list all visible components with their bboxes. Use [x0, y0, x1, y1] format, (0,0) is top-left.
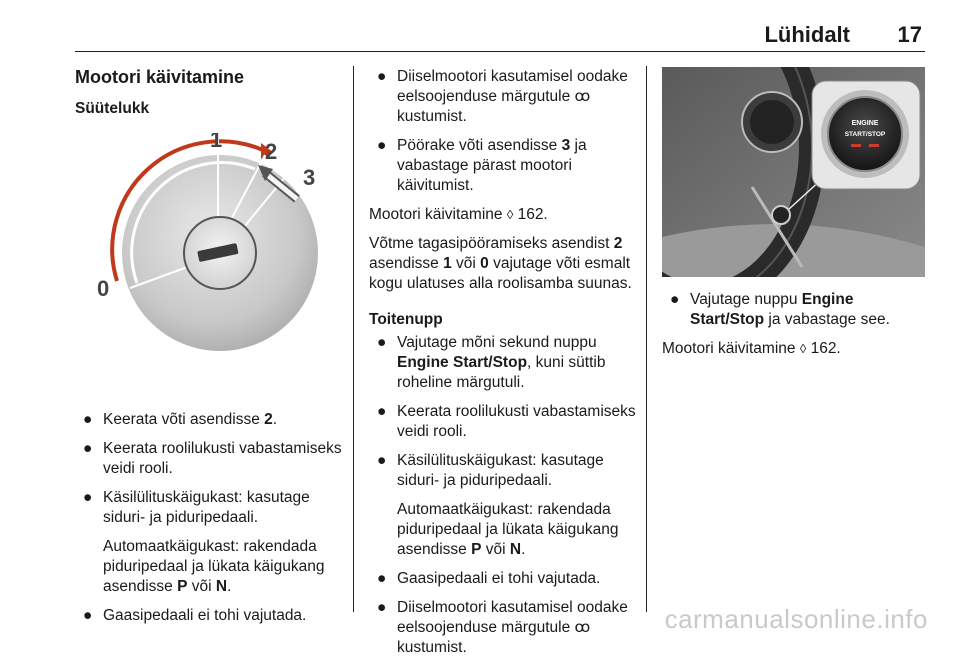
- list-item-note: Automaatkäigukast: rakendada piduripedaal ja lükata käigukang asendisse P või N.: [397, 501, 619, 558]
- middle-column: [369, 67, 637, 667]
- list-item: ● Gaasipedaali ei tohi vajutada.: [83, 607, 307, 624]
- dashboard-photo: [662, 67, 925, 277]
- list-item-note: Automaatkäigukast: rakendada piduripedaal ja lükata käigukang asendisse P või N.: [103, 538, 325, 595]
- cross-reference: Mootori käivitamine ◊ 162.: [369, 206, 548, 223]
- left-column: [75, 67, 345, 635]
- list-item: ● Käsilülituskäigukast: kasutage siduri- ja piduripedaali.: [83, 489, 310, 526]
- paragraph: Võtme tagasipööramiseks asendist 2 asendisse 1 või 0 vajutage võti esmalt kogu ulatuses alla roolisamba suunas.: [369, 235, 632, 292]
- glow-plug-icon: ꝏ: [574, 619, 591, 636]
- start-stop-button-small: [772, 206, 790, 224]
- label-1: 1: [210, 133, 223, 152]
- list-item: ● Keerata võti asendisse 2.: [83, 411, 278, 428]
- subsection-heading: Süütelukk: [75, 100, 150, 117]
- list-item: ● Vajutage mõni sekund nuppu Engine Start/Stop, kuni süttib roheline märgutuli.: [377, 334, 606, 391]
- list-item: ● Keerata roolilukusti vabastamiseks veidi rooli.: [83, 440, 342, 477]
- header-rule: [75, 51, 925, 52]
- page-ref-icon: ◊: [506, 207, 514, 222]
- button-text-start-stop: START/STOP: [844, 131, 886, 138]
- section-heading: Mootori käivitamine: [75, 67, 245, 87]
- page-ref-icon: ◊: [799, 341, 807, 356]
- label-3: 3: [303, 165, 316, 190]
- watermark: carmanualsonline.info: [664, 604, 928, 634]
- subsection-heading-power-button: Toitenupp: [369, 311, 443, 328]
- running-header-title: Lühidalt: [764, 22, 850, 47]
- list-item: ● Diiselmootori kasutamisel oodake eelsoojenduse märgutule ꝏ kustumist.: [377, 68, 628, 125]
- label-0: 0: [97, 276, 110, 301]
- cross-reference: Mootori käivitamine ◊ 162.: [662, 340, 841, 357]
- glow-plug-icon: ꝏ: [574, 88, 591, 105]
- list-item: ● Keerata roolilukusti vabastamiseks veidi rooli.: [377, 403, 636, 440]
- button-text-engine: ENGINE: [851, 120, 879, 127]
- list-item: ● Gaasipedaali ei tohi vajutada.: [377, 570, 601, 587]
- page-number: 17: [897, 22, 922, 47]
- indicator-left: [851, 144, 861, 147]
- list-item: ● Vajutage nuppu Engine Start/Stop ja vabastage see.: [670, 291, 890, 328]
- list-item: ● Diiselmootori kasutamisel oodake eelsoojenduse märgutule ꝏ kustumist.: [377, 599, 628, 656]
- indicator-right: [869, 144, 879, 147]
- right-column: [662, 67, 928, 368]
- column-divider-2: [646, 66, 647, 612]
- list-item: ● Käsilülituskäigukast: kasutage siduri- ja piduripedaali.: [377, 452, 604, 489]
- label-2: 2: [265, 139, 278, 164]
- list-item: ● Pöörake võti asendisse 3 ja vabastage pärast mootori käivitumist.: [377, 137, 587, 194]
- ignition-key-diagram: [75, 133, 345, 363]
- column-divider-1: [353, 66, 354, 612]
